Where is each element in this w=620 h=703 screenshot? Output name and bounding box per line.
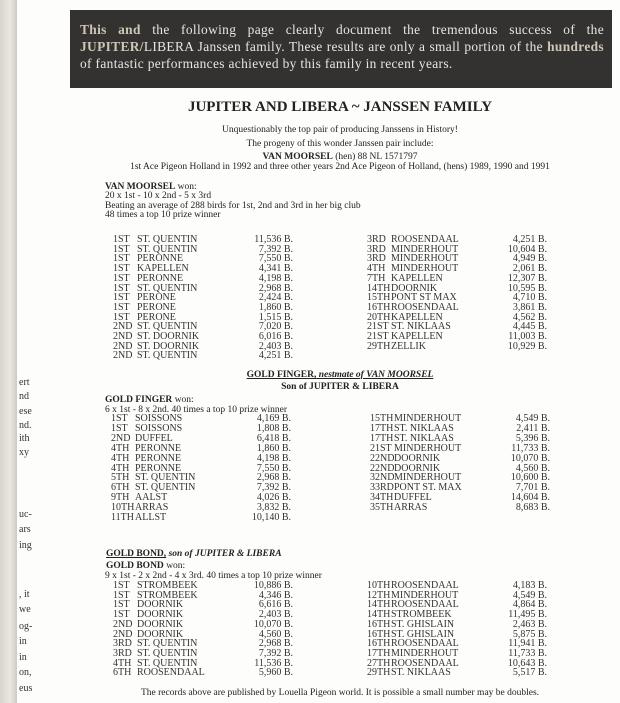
result-race: ST. GHISLAIN <box>391 628 455 640</box>
result-race: KAPELLEN <box>391 331 443 342</box>
result-rank: 2ND <box>113 628 133 640</box>
gold-finger-subheading: Son of JUPITER & LIBERA <box>281 382 399 392</box>
intro-name-detail: (hen) 88 NL 1571797 <box>332 152 418 162</box>
margin-fragment: we <box>19 604 31 615</box>
result-rank: 16TH <box>367 628 391 640</box>
result-birds: 4,560 B. <box>258 628 293 640</box>
result-birds: 6,418 B. <box>256 432 291 444</box>
heading-italic: son of JUPITER & LIBERA <box>166 549 282 559</box>
result-rank: 1ST <box>113 263 130 275</box>
result-rank: 34TH <box>370 492 394 504</box>
result-rank: 22ND <box>370 452 395 464</box>
result-race: MINDERHOUT <box>391 263 459 275</box>
result-rank: 21ST <box>370 442 392 454</box>
result-rank: 27TH <box>367 657 391 669</box>
result-race: ST. QUENTIN <box>137 321 198 333</box>
result-race: SOISSONS <box>135 422 183 434</box>
intro-line: 1st Ace Pigeon Holland in 1992 and three other years 2nd Ace Pigeon of Holland, (hens) 1989, 1990 and 1991 <box>130 162 550 172</box>
result-birds: 2,403 B. <box>258 340 293 352</box>
result-rank: 21ST <box>367 331 389 342</box>
result-birds: 5,396 B. <box>515 432 550 444</box>
result-rank: 1ST <box>113 282 130 294</box>
margin-fragment: eus <box>19 683 33 694</box>
result-race: DOORNIK <box>137 609 184 621</box>
result-birds: 3,861 B. <box>512 301 547 313</box>
result-rank: 32ND <box>370 472 395 484</box>
result-rank: 17TH <box>367 647 391 659</box>
section-heading <box>106 561 185 571</box>
result-race: ST. NIKLAAS <box>394 422 454 434</box>
result-birds: 4,169 B. <box>256 413 291 424</box>
result-race: ST. QUENTIN <box>137 657 198 669</box>
result-rank: 5TH <box>111 472 130 484</box>
result-birds: 7,020 B. <box>258 321 293 333</box>
result-race: DOORNIK <box>394 452 441 464</box>
result-birds: 2,403 B. <box>258 609 293 621</box>
result-rank: 3RD <box>367 243 386 255</box>
result-rank: 2ND <box>113 618 133 630</box>
result-race: PERONNE <box>137 272 184 284</box>
margin-fragment: nd <box>19 391 29 402</box>
result-birds: 5,960 B. <box>258 667 293 679</box>
result-rank: 29TH <box>367 340 391 352</box>
result-race: DUFFEL <box>135 432 173 444</box>
result-birds: 7,392 B. <box>256 482 291 494</box>
result-birds: 3,832 B. <box>256 502 291 514</box>
margin-fragment: , it <box>19 589 30 600</box>
result-rank: 10TH <box>367 580 391 591</box>
result-race: DOORNIK <box>137 628 184 640</box>
result-race: ST. GHISLAIN <box>391 618 455 630</box>
result-birds: 2,411 B. <box>516 422 550 434</box>
banner-bold: JUPITER/ <box>80 39 144 54</box>
result-rank: 20TH <box>367 311 391 323</box>
result-rank: 14TH <box>367 599 391 611</box>
margin-fragment: nd. <box>19 420 32 431</box>
margin-fragment: xy <box>19 447 29 458</box>
result-birds: 6,616 B. <box>258 599 293 611</box>
result-race: ST. QUENTIN <box>135 472 196 484</box>
result-rank: 33RD <box>370 482 394 494</box>
result-rank: 15TH <box>370 413 394 424</box>
summary-line: 6 x 1st - 8 x 2nd. 40 times a top 10 prize winner <box>105 405 288 415</box>
margin-fragment: in <box>19 636 27 647</box>
summary-line: 48 times a top 10 prize winner <box>105 210 221 220</box>
result-rank: 10TH <box>111 502 135 514</box>
result-rank: 9TH <box>111 492 130 504</box>
banner-text: of fantastic performances achieved by this family in recent years. <box>80 56 453 71</box>
result-rank: 4TH <box>113 657 132 669</box>
heading-name: GOLD BOND, <box>106 549 167 559</box>
result-rank: 4TH <box>367 263 386 275</box>
result-birds: 4,026 B. <box>256 492 291 504</box>
result-rank: 11TH <box>111 512 134 523</box>
result-race: ROOSENDAAL <box>391 234 459 245</box>
result-race: ARRAS <box>135 502 169 514</box>
result-birds: 10,595 B. <box>507 282 547 294</box>
result-birds: 5,875 B. <box>512 628 547 640</box>
result-race: MINDERHOUT <box>391 647 459 659</box>
result-race: MINDERHOUT <box>394 413 462 424</box>
result-birds: 2,968 B. <box>258 638 293 650</box>
result-race: DOORNIK <box>394 462 441 474</box>
result-race: PONT ST MAX <box>391 292 457 304</box>
result-birds: 14,604 B. <box>510 492 550 504</box>
result-birds: 11,536 B. <box>254 657 293 669</box>
result-rank: 2ND <box>111 432 131 444</box>
margin-fragment: ert <box>19 377 30 388</box>
summary-line: 9 x 1st - 2 x 2nd - 4 x 3rd. 40 times a top 10 prize winner <box>105 571 322 581</box>
result-race: MINDERHOUT <box>391 589 459 601</box>
result-race: ST. QUENTIN <box>137 638 198 650</box>
result-birds: 1,860 B. <box>258 301 293 313</box>
result-rank: 2ND <box>113 350 133 362</box>
result-race: ST. DOORNIK <box>137 331 200 342</box>
intro-banner <box>70 10 612 88</box>
result-race: PERONNE <box>135 452 182 464</box>
result-birds: 10,600 B. <box>510 472 550 484</box>
result-birds: 7,392 B. <box>258 243 293 255</box>
result-birds: 1,808 B. <box>256 422 291 434</box>
result-birds: 4,198 B. <box>258 272 293 284</box>
result-rank: 6TH <box>111 482 130 494</box>
result-birds: 11,941 B. <box>508 638 547 650</box>
section-summary <box>105 192 361 221</box>
heading-name: GOLD FINGER, <box>246 370 317 380</box>
result-birds: 11,733 B. <box>508 647 547 659</box>
result-birds: 4,549 B. <box>515 413 550 424</box>
result-rank: 1ST <box>111 413 128 424</box>
result-rank: 6TH <box>113 667 132 679</box>
bird-name: GOLD FINGER <box>105 395 173 405</box>
result-birds: 11,495 B. <box>508 609 547 621</box>
result-rank: 2ND <box>113 340 133 352</box>
result-birds: 7,392 B. <box>258 647 293 659</box>
result-rank: 14TH <box>367 609 391 621</box>
result-birds: 4,346 B. <box>258 589 293 601</box>
result-birds: 7,550 B. <box>256 462 291 474</box>
result-rank: 29TH <box>367 667 391 679</box>
summary-line: 20 x 1st - 10 x 2nd - 5 x 3rd <box>105 191 212 201</box>
result-rank: 16TH <box>367 301 391 313</box>
result-race: PERONNE <box>137 253 184 265</box>
result-birds: 11,733 B. <box>511 442 550 454</box>
result-birds: 1,515 B. <box>258 311 293 323</box>
page-title: JUPITER AND LIBERA ~ JANSSEN FAMILY <box>187 99 493 115</box>
result-race: ST. NIKLAAS <box>391 321 451 333</box>
result-birds: 10,070 B. <box>510 452 550 464</box>
margin-fragment: on, <box>19 667 32 678</box>
result-race: DOORNIK <box>391 282 438 294</box>
result-birds: 2,424 B. <box>258 292 293 304</box>
summary-line: Beating an average of 288 birds for 1st, 2nd and 3rd in her big club <box>105 200 361 211</box>
result-birds: 10,886 B. <box>253 580 293 591</box>
result-birds: 6,016 B. <box>258 331 293 342</box>
result-rank: 21ST <box>367 321 389 333</box>
result-birds: 7,701 B. <box>515 482 550 494</box>
result-birds: 2,968 B. <box>256 472 291 484</box>
won-label: won: <box>172 395 194 405</box>
result-rank: 1ST <box>111 422 128 434</box>
result-birds: 2,968 B. <box>258 282 293 294</box>
result-rank: 35TH <box>370 502 394 514</box>
result-race: DOORNIK <box>137 618 184 630</box>
footer-note: The records above are published by Louella Pigeon world. It is possible a small number may be doubles. <box>140 688 540 698</box>
margin-fragment: og- <box>19 621 33 632</box>
result-birds: 4,710 B. <box>512 292 547 304</box>
result-race: MINDERHOUT <box>391 243 459 255</box>
result-race: ZELLIK <box>391 340 426 352</box>
banner-bold: This and <box>80 22 141 37</box>
result-birds: 4,341 B. <box>258 263 293 275</box>
result-rank: 1ST <box>113 272 130 284</box>
margin-fragment: ese <box>19 406 32 417</box>
result-birds: 7,550 B. <box>258 253 293 265</box>
result-race: ROOSENDAAL <box>137 667 205 679</box>
result-rank: 1ST <box>113 311 130 323</box>
result-race: ST. DOORNIK <box>137 340 200 352</box>
result-race: SOISSONS <box>135 413 183 424</box>
result-birds: 12,307 B. <box>507 272 547 284</box>
result-race: ST. QUENTIN <box>137 243 198 255</box>
result-birds: 4,562 B. <box>512 311 547 323</box>
result-race: ST. NIKLAAS <box>391 667 451 679</box>
result-race: PERONE <box>137 301 176 313</box>
result-race: MINDERHOUT <box>394 472 462 484</box>
bird-name: GOLD BOND <box>106 561 164 571</box>
result-birds: 10,929 B. <box>507 340 547 352</box>
result-rank: 12TH <box>367 589 391 601</box>
result-birds: 4,251 B. <box>258 350 293 362</box>
result-birds: 8,683 B. <box>515 502 550 514</box>
won-label: won: <box>175 182 197 192</box>
result-race: ROOSENDAAL <box>391 580 459 591</box>
result-race: STROMBEEK <box>137 580 198 591</box>
result-race: DUFFEL <box>394 492 432 504</box>
result-race: STROMBEEK <box>391 609 452 621</box>
banner-text: LIBERA Janssen family. These results are only a small portion of the <box>143 39 548 54</box>
result-rank: 17TH <box>370 422 394 434</box>
result-race: ST. QUENTIN <box>135 482 196 494</box>
result-birds: 4,445 B. <box>512 321 547 333</box>
result-race: KAPELLEN <box>137 263 189 275</box>
result-rank: 1ST <box>113 292 130 304</box>
result-rank: 15TH <box>367 292 391 304</box>
result-race: MINDERHOUT <box>391 253 459 265</box>
result-rank: 1ST <box>113 599 130 611</box>
margin-fragment: in <box>19 652 27 663</box>
margin-fragment: ing <box>19 540 32 551</box>
result-race: ALLST <box>135 512 167 523</box>
heading-italic: nestmate of VAN MOORSEL <box>316 370 434 380</box>
result-rank: 2ND <box>113 321 133 333</box>
intro-line: The progeny of this wonder Janssen pair include: <box>246 139 434 149</box>
margin-fragment: ars <box>19 524 31 535</box>
result-race: PONT ST. MAX <box>394 482 462 494</box>
result-birds: 1,860 B. <box>256 442 291 454</box>
result-birds: 2,463 B. <box>512 618 547 630</box>
result-rank: 3RD <box>367 253 386 265</box>
banner-text: the following page clearly document the tremendous success of the <box>140 22 604 37</box>
result-birds: 5,517 B. <box>512 667 547 679</box>
result-birds: 4,183 B. <box>512 580 547 591</box>
section-heading <box>105 395 194 405</box>
result-race: PERONNE <box>135 442 182 454</box>
result-rank: 4TH <box>111 462 130 474</box>
result-race: MINDERHOUT <box>394 442 462 454</box>
gold-bond-heading <box>106 549 282 559</box>
result-race: ST. NIKLAAS <box>394 432 454 444</box>
margin-fragment: ith <box>19 433 30 444</box>
result-race: ROOSENDAAL <box>391 638 459 650</box>
result-rank: 1ST <box>113 609 130 621</box>
result-rank: 1ST <box>113 589 130 601</box>
result-birds: 10,604 B. <box>507 243 547 255</box>
result-rank: 1ST <box>113 243 130 255</box>
intro-line: Unquestionably the top pair of producing Janssens in History! <box>222 125 458 135</box>
result-race: PERONE <box>137 311 176 323</box>
result-birds: 4,949 B. <box>512 253 547 265</box>
result-rank: 7TH <box>367 272 386 284</box>
result-rank: 2ND <box>113 331 133 342</box>
result-race: KAPELLEN <box>391 311 443 323</box>
result-rank: 16TH <box>367 618 391 630</box>
result-rank: 3RD <box>113 638 132 650</box>
result-race: PERONNE <box>135 462 182 474</box>
result-rank: 17TH <box>370 432 394 444</box>
gold-finger-heading <box>60 370 620 380</box>
bird-name: VAN MOORSEL <box>105 182 176 192</box>
result-race: PERONE <box>137 292 176 304</box>
result-rank: 22ND <box>370 462 395 474</box>
result-race: ROOSENDAAL <box>391 657 459 669</box>
result-rank: 1ST <box>113 234 130 245</box>
result-rank: 4TH <box>111 442 130 454</box>
result-birds: 4,864 B. <box>512 599 547 611</box>
result-race: AALST <box>135 492 168 504</box>
result-birds: 2,061 B. <box>512 263 547 275</box>
intro-name: VAN MOORSEL <box>262 152 333 162</box>
result-race: STROMBEEK <box>137 589 198 601</box>
banner-bold: hundreds <box>547 39 604 54</box>
result-rank: 16TH <box>367 638 391 650</box>
result-race: ST. QUENTIN <box>137 350 198 362</box>
intro-name-line <box>60 152 620 162</box>
result-birds: 10,070 B. <box>253 618 293 630</box>
result-birds: 11,003 B. <box>508 331 547 342</box>
result-rank: 1ST <box>113 253 130 265</box>
result-rank: 14TH <box>367 282 391 294</box>
result-rank: 3RD <box>113 647 132 659</box>
result-birds: 4,560 B. <box>515 462 550 474</box>
result-race: ST. QUENTIN <box>137 282 198 294</box>
result-birds: 4,251 B. <box>512 234 547 245</box>
result-rank: 4TH <box>111 452 130 464</box>
page-gutter <box>0 0 17 703</box>
result-rank: 3RD <box>367 234 386 245</box>
result-race: ROOSENDAAL <box>391 599 459 611</box>
result-race: ST. QUENTIN <box>137 647 198 659</box>
result-race: KAPELLEN <box>391 272 443 284</box>
result-rank: 1ST <box>113 301 130 313</box>
result-race: DOORNIK <box>137 599 184 611</box>
result-race: ARRAS <box>394 502 428 514</box>
won-label: won: <box>163 561 186 571</box>
result-birds: 10,140 B. <box>251 512 291 523</box>
margin-fragment: uc- <box>19 509 32 520</box>
result-rank: 1ST <box>113 580 130 591</box>
result-race: ST. QUENTIN <box>137 234 198 245</box>
result-birds: 4,549 B. <box>512 589 547 601</box>
result-birds: 11,536 B. <box>254 234 293 245</box>
result-birds: 4,198 B. <box>256 452 291 464</box>
result-race: ROOSENDAAL <box>391 301 459 313</box>
result-birds: 10,643 B. <box>507 657 547 669</box>
